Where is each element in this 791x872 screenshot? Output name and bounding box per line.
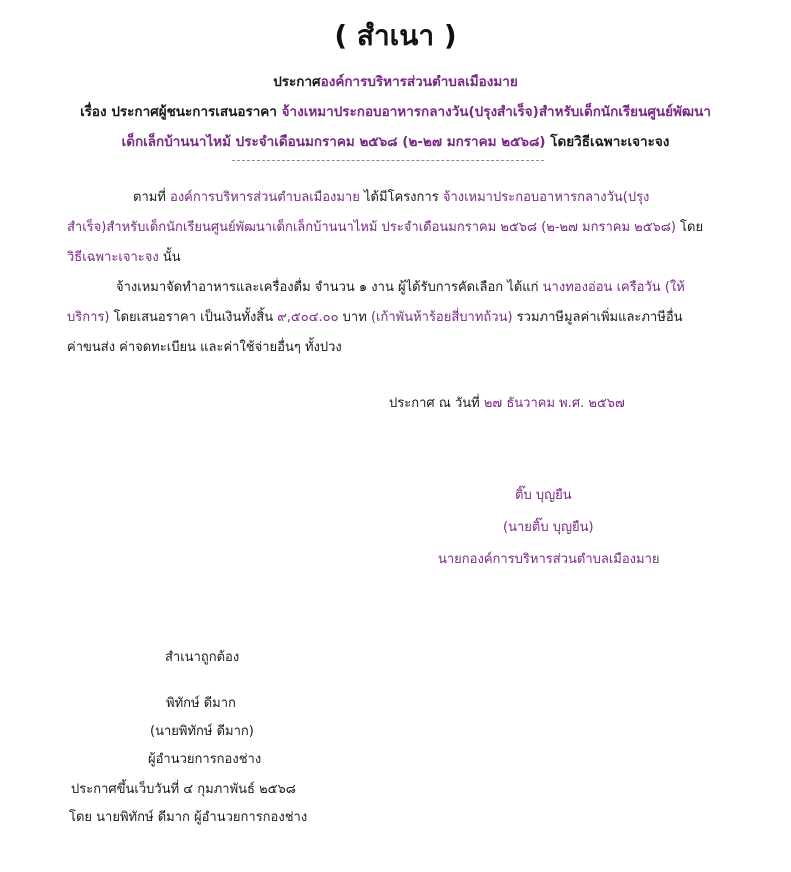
para2-line2 (67, 306, 683, 327)
signer-full-name: (นายติ๊บ บุญยืน) (503, 520, 594, 535)
para1-line2 (67, 216, 703, 237)
text: ประกาศ ณ วันที่ (389, 396, 484, 411)
posted-by: โดย นายพิทักษ์ ดีมาก ผู้อำนวยการกองช่าง (69, 810, 308, 825)
signer-name: ติ๊บ บุญยืน (515, 488, 572, 503)
document-title: ( สำเนา ) (334, 19, 457, 52)
header-line-3 (0, 130, 791, 152)
para2-line1 (116, 276, 685, 297)
subject-project: จ้างเหมาประกอบอาหารกลางวัน(ปรุงสำเร็จ)สำหรับเด็กนักเรียนศูนย์พัฒนา (281, 104, 711, 120)
header-line-1 (0, 70, 791, 92)
amount: ๙,๕๐๔.๐๐ (277, 310, 339, 325)
vendor-name: นางทองอ่อน เครือวัน (ให้ (542, 280, 685, 295)
procurement-method: วิธีเฉพาะเจาะจง (67, 250, 159, 265)
text: จ้างเหมาจัดทำอาหารและเครื่องดื่ม จำนวน ๑ งาน ผู้ได้รับการคัดเลือก ได้แก่ (116, 280, 543, 295)
text: โดย (675, 220, 704, 235)
header-prefix: ประกาศ (273, 74, 321, 90)
para2-line3: ค่าขนส่ง ค่าจดทะเบียน และค่าใช้จ่ายอื่นๆ ทั้งปวง (67, 340, 342, 355)
project-name-cont: สำเร็จ)สำหรับเด็กนักเรียนศูนย์พัฒนาเด็กเล็กบ้านนาไหม้ ประจำเดือนมกราคม ๒๕๖๘ (๒-๒๗ มกราคม ๒๕๖๘) (67, 220, 676, 235)
text: นั้น (158, 250, 181, 265)
certified-label: สำเนาถูกต้อง (165, 650, 240, 665)
posted-date: ประกาศขึ้นเว็บวันที่ ๔ กุมภาพันธ์ ๒๕๖๘ (71, 782, 296, 797)
announce-date-line (389, 392, 625, 413)
signer-position: นายกองค์การบริหารส่วนตำบลเมืองมาย (438, 552, 660, 567)
org-name: องค์การบริหารส่วนตำบลเมืองมาย (170, 190, 360, 205)
text: บาท (338, 310, 371, 325)
subject-project-cont: เด็กเล็กบ้านนาไหม้ ประจำเดือนมกราคม ๒๕๖๘ (๒-๒๗ มกราคม ๒๕๖๘) (121, 134, 546, 150)
text: ตามที่ (133, 190, 171, 205)
header-org: องค์การบริหารส่วนตำบลเมืองมาย (320, 74, 518, 90)
subject-method: โดยวิธีเฉพาะเจาะจง (545, 134, 670, 150)
text: โดยเสนอราคา เป็นเงินทั้งสิ้น (109, 310, 278, 325)
certifier-position: ผู้อำนวยการกองช่าง (148, 752, 262, 767)
divider (232, 160, 544, 161)
project-name: จ้างเหมาประกอบอาหารกลางวัน(ปรุง (442, 190, 650, 205)
amount-words: (เก้าพันห้าร้อยสี่บาทถ้วน) (370, 310, 513, 325)
header-line-2 (0, 100, 791, 122)
text: รวมภาษีมูลค่าเพิ่มและภาษีอื่น (512, 310, 683, 325)
subject-prefix: เรื่อง ประกาศผู้ชนะการเสนอราคา (80, 104, 282, 120)
vendor-name-cont: บริการ) (67, 310, 110, 325)
announce-date: ๒๗ ธันวาคม พ.ศ. ๒๕๖๗ (483, 396, 625, 411)
para1-line3 (67, 246, 181, 267)
para1-line1 (133, 186, 649, 207)
text: ได้มีโครงการ (359, 190, 443, 205)
certifier-name: พิทักษ์ ดีมาก (166, 696, 236, 711)
certifier-full-name: (นายพิทักษ์ ดีมาก) (150, 724, 254, 739)
